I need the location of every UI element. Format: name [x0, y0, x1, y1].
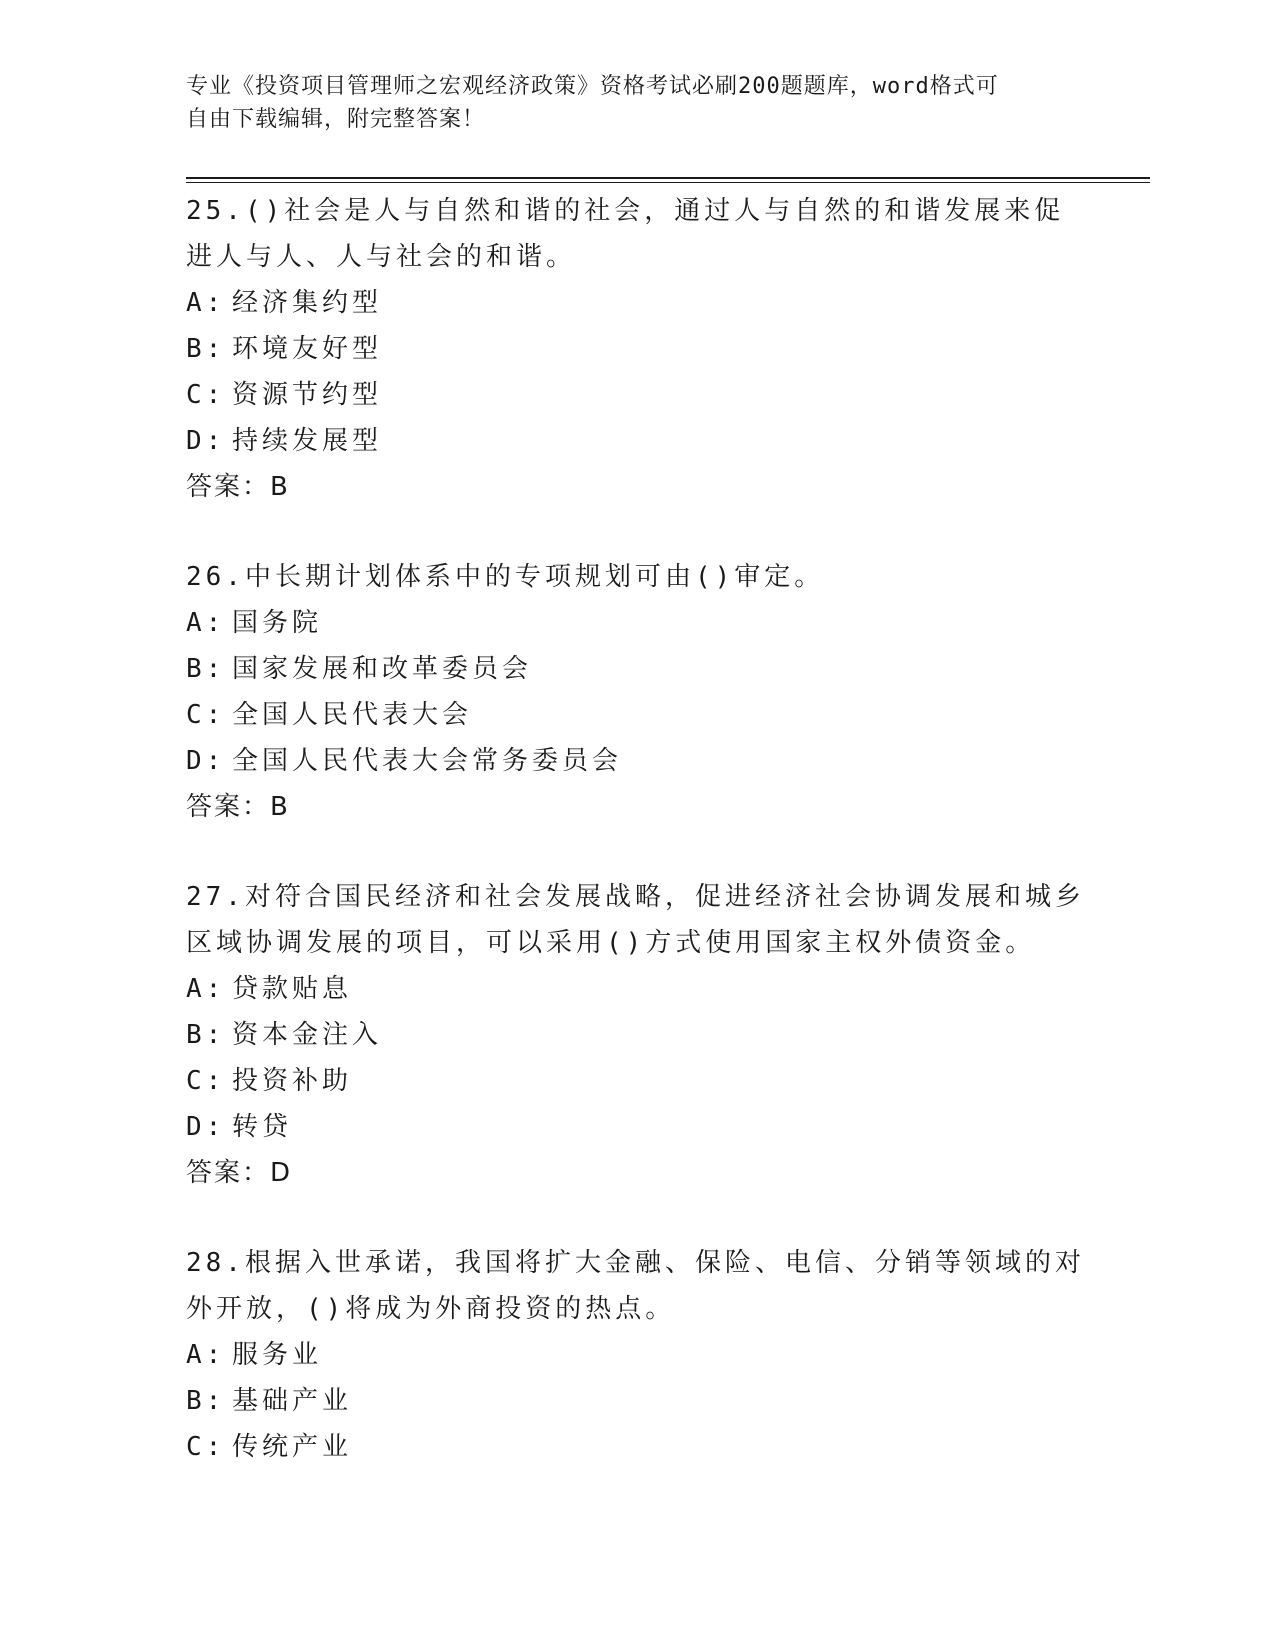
option-text: 国家发展和改革委员会 [232, 654, 533, 684]
option-text: 基础产业 [232, 1386, 353, 1416]
option-key: A: [186, 608, 226, 638]
option-key: C: [186, 1066, 226, 1096]
option-key: B: [186, 1020, 226, 1050]
option-key: B: [186, 334, 226, 364]
option-b [186, 1012, 1086, 1058]
option-text: 环境友好型 [232, 334, 383, 364]
option-text: 资源节约型 [232, 380, 383, 410]
option-text: 经济集约型 [232, 288, 383, 318]
option-text: 全国人民代表大会常务委员会 [232, 746, 623, 776]
option-text: 持续发展型 [232, 426, 383, 456]
option-a [186, 966, 1086, 1012]
answer-line: 答案：D [186, 1158, 293, 1188]
option-d [186, 418, 1086, 464]
option-key: C: [186, 1432, 226, 1462]
option-text: 投资补助 [232, 1066, 353, 1096]
option-key: A: [186, 288, 226, 318]
question-list [186, 188, 1086, 1514]
option-a [186, 1332, 1086, 1378]
header-divider-thick [186, 177, 1150, 179]
option-text: 服务业 [232, 1340, 323, 1370]
question-stem: 25.()社会是人与自然和谐的社会，通过人与自然的和谐发展来促进人与人、人与社会的和谐。 [186, 196, 1065, 272]
option-text: 资本金注入 [232, 1020, 383, 1050]
option-a [186, 280, 1086, 326]
option-key: A: [186, 974, 226, 1004]
option-key: D: [186, 426, 226, 456]
document-header [186, 70, 1066, 136]
option-text: 传统产业 [232, 1432, 353, 1462]
answer-line: 答案：B [186, 792, 290, 822]
option-c [186, 372, 1086, 418]
option-b [186, 646, 1086, 692]
question-27 [186, 874, 1086, 1196]
question-26 [186, 554, 1086, 830]
option-key: B: [186, 654, 226, 684]
option-key: C: [186, 380, 226, 410]
option-text: 贷款贴息 [232, 974, 353, 1004]
option-key: D: [186, 1112, 226, 1142]
option-b [186, 326, 1086, 372]
question-28 [186, 1240, 1086, 1470]
option-key: C: [186, 700, 226, 730]
header-divider-thin [186, 182, 1150, 183]
option-d [186, 1104, 1086, 1150]
question-25 [186, 188, 1086, 510]
header-title-line-1: 专业《投资项目管理师之宏观经济政策》资格考试必刷200题题库，word格式可 [186, 74, 999, 99]
header-title-line-2: 自由下载编辑，附完整答案！ [186, 107, 486, 132]
question-stem: 27.对符合国民经济和社会发展战略，促进经济社会协调发展和城乡区域协调发展的项目，可以采用()方式使用国家主权外债资金。 [186, 882, 1085, 958]
answer-line: 答案：B [186, 472, 290, 502]
question-stem: 26.中长期计划体系中的专项规划可由()审定。 [186, 562, 825, 592]
option-a [186, 600, 1086, 646]
option-c [186, 1058, 1086, 1104]
option-c [186, 1424, 1086, 1470]
option-d [186, 738, 1086, 784]
option-text: 国务院 [232, 608, 323, 638]
option-text: 转贷 [232, 1112, 293, 1142]
option-b [186, 1378, 1086, 1424]
option-key: B: [186, 1386, 226, 1416]
option-c [186, 692, 1086, 738]
option-text: 全国人民代表大会 [232, 700, 473, 730]
question-stem: 28.根据入世承诺，我国将扩大金融、保险、电信、分销等领域的对外开放，()将成为外商投资的热点。 [186, 1248, 1085, 1324]
option-key: A: [186, 1340, 226, 1370]
option-key: D: [186, 746, 226, 776]
